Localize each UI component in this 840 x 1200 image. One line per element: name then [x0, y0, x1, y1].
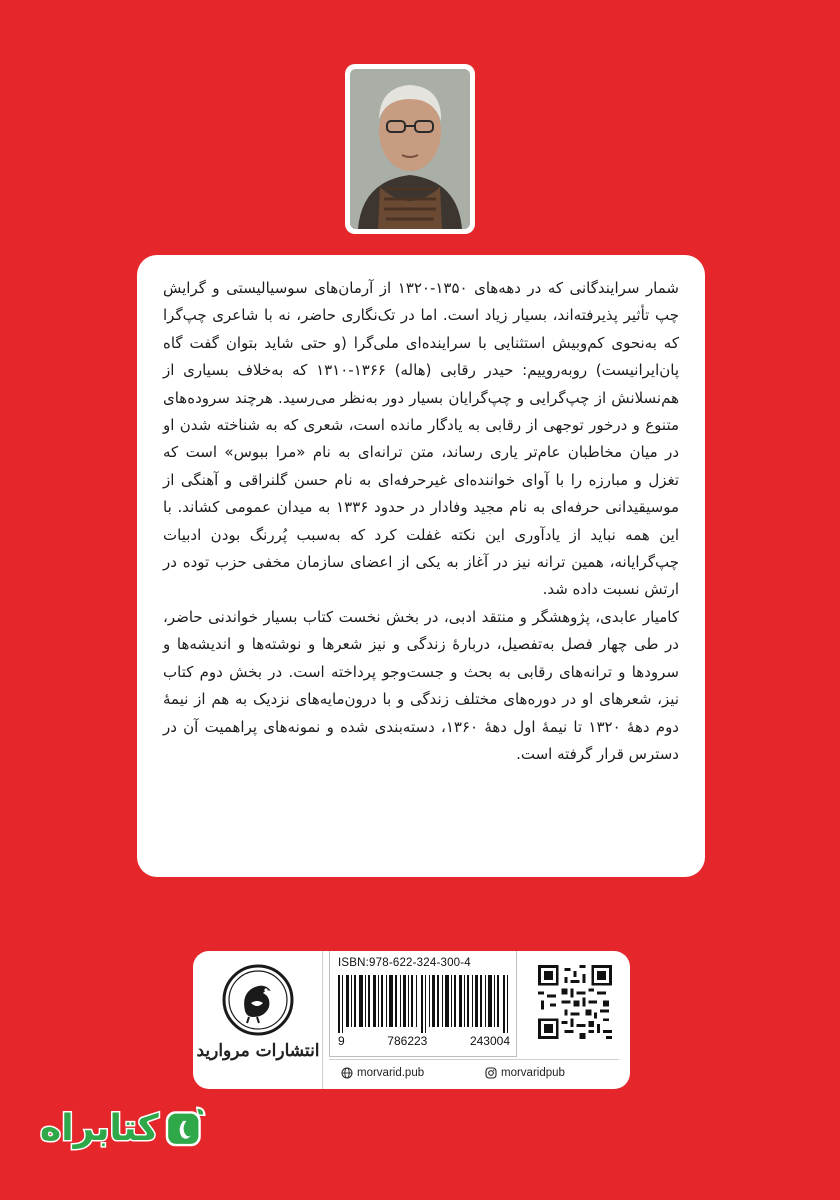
barcode-digit-group: 9 — [338, 1034, 345, 1048]
blurb-paragraph-2: کامیار عابدی، پژوهشگر و منتقد ادبی، در بخش نخست کتاب بسیار خواندنی حاضر، در طی چهار فصل به‌تفصیل، دربارهٔ زندگی و نیز شعرها و نوشته‌ها و اندیشه‌ها و سرودها و ترانه‌های رقابی به بحث و جست‌وجو پرداخته است. در بخش دوم کتاب نیز، شعرهای او در دوره‌های مختلف زندگی و با درون‌مایه‌های نزدیک به هم از نیمهٔ دوم دههٔ ۱۳۲۰ تا نیمهٔ اول دههٔ ۱۳۶۰، دسته‌بندی شده و نمونه‌های پراهمیت آن در دسترس قرار گرفته است. — [163, 607, 679, 763]
author-portrait-image — [350, 69, 470, 229]
isbn-barcode — [338, 975, 510, 1033]
instagram-link[interactable] — [485, 1063, 565, 1083]
publisher-name: انتشارات مروارید — [196, 1041, 320, 1061]
blurb-card — [137, 255, 705, 877]
website-text: morvarid.pub — [357, 1067, 425, 1079]
footer-divider — [329, 1059, 619, 1060]
isbn-label: ISBN:978-622-324-300-4 — [338, 957, 471, 969]
blurb-text — [163, 275, 679, 768]
isbn-barcode-box — [329, 951, 517, 1057]
qr-code — [538, 965, 612, 1039]
back-cover-footer — [193, 951, 630, 1089]
instagram-text: morvaridpub — [501, 1067, 565, 1079]
blurb-paragraph-1: شمار سرایندگانی که در دهه‌های ۱۳۵۰-۱۳۲۰ از آرمان‌های سوسیالیستی و گرایش چپ تأثیر پذیرفته‌اند، بسیار زیاد است. اما در تک‌نگاری حاضر، نه با شاعری چپ‌گرا که به‌نحوی کم‌وبیش استثنایی با سراینده‌ای ملی‌گرا (و حتی شاید بتوان گفت گاه پان‌ایرانیست) روبه‌روییم: حیدر رقابی (هاله) ۱۳۶۶-۱۳۱۰ که به‌خلاف بسیاری از هم‌نسلانش از چپ‌گرایی و چپ‌گرایان بسیار دور به‌نظر می‌رسید. هرچند سروده‌های متنوع و درخور توجهی از رقابی به یادگار مانده است، شعری که به شناخته شدن او در میان مخاطبان عام‌تر یاری رساند، متن ترانه‌ای به نام «مرا ببوس» است که تغزل و مبارزه را با آوای خواننده‌ای غیرحرفه‌ای به نام حسن گلنراقی و آهنگی از موسیقیدانی حرفه‌ای به نام مجید وفادار در حدود ۱۳۳۶ به میدان عمومی کشاند. با این همه نباید از یادآوری این نکته غفلت کرد که به‌سبب پُررنگ بودن ادبیات چپ‌گرایانه، همین ترانه نیز در آغاز به یکی از اعضای سازمان مخفی حزب توده در ارتش نسبت داده شد. — [163, 279, 680, 599]
ketabrah-watermark — [40, 1094, 210, 1162]
author-photo-frame — [345, 64, 475, 234]
website-link[interactable] — [341, 1063, 424, 1083]
author-photo — [350, 69, 470, 229]
ketabrah-wordmark: کتابراه — [40, 1107, 159, 1149]
ketabrah-logo-icon — [161, 1097, 210, 1159]
globe-icon — [341, 1067, 353, 1079]
barcode-digit-group: 786223 — [387, 1034, 428, 1048]
barcode-digits — [338, 1034, 510, 1048]
barcode-digit-group: 243004 — [469, 1034, 510, 1048]
instagram-icon — [485, 1067, 497, 1079]
publisher-bird-emblem-icon — [221, 963, 295, 1037]
publisher-logo-box — [193, 951, 323, 1089]
